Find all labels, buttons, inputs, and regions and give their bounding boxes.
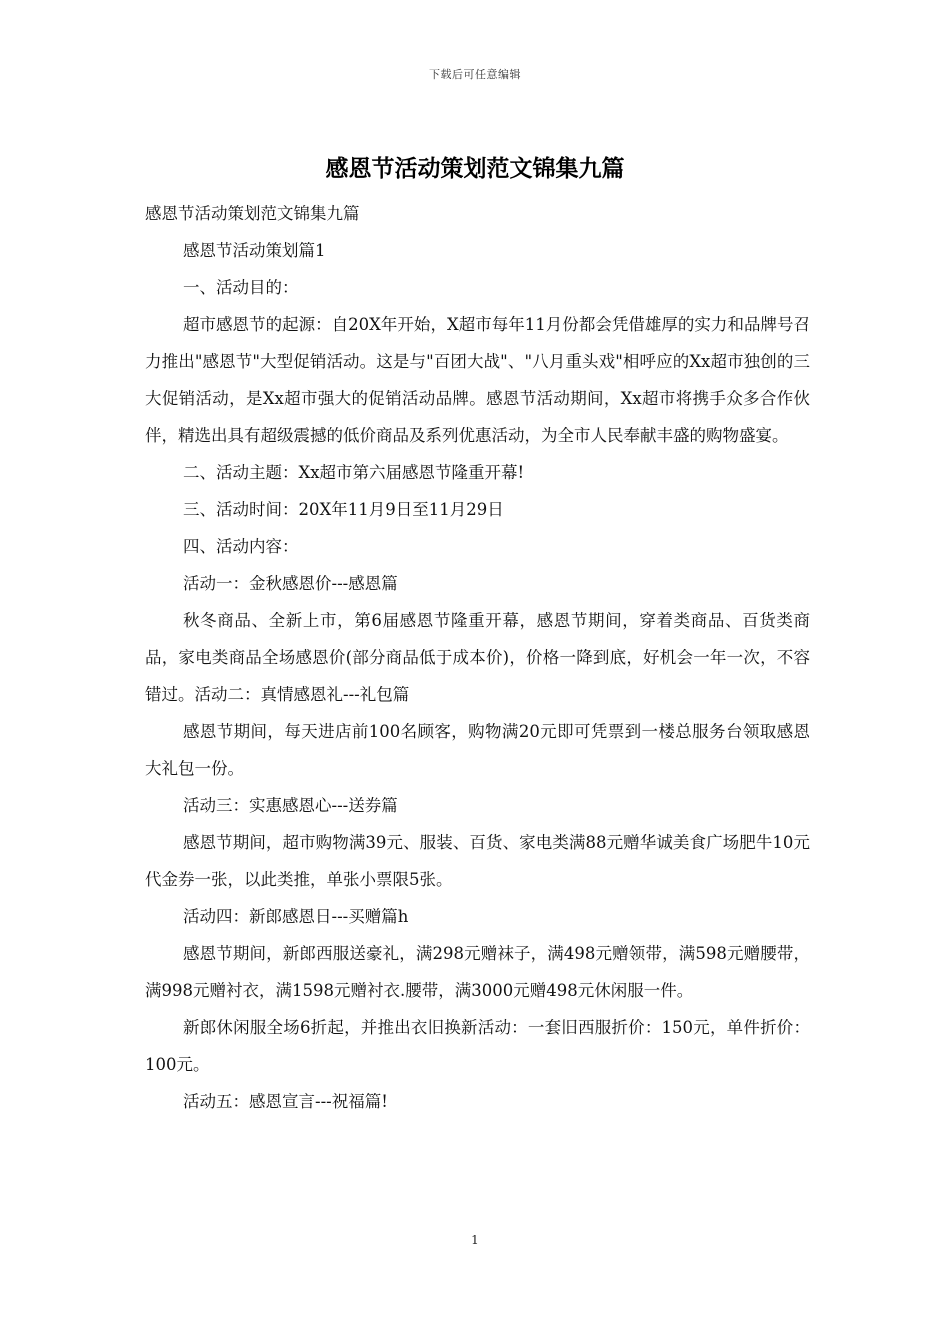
body-paragraph: 感恩节期间，新郎西服送豪礼，满298元赠袜子，满498元赠领带，满598元赠腰带，满998元赠衬衣，满1598元赠衬衣.腰带，满3000元赠498元休闲服一件。 — [145, 944, 810, 1000]
page-number: 1 — [471, 1233, 479, 1247]
section-heading: 二、活动主题：Xx超市第六届感恩节隆重开幕! — [183, 463, 525, 482]
body-paragraph: 感恩节期间，每天进店前100名顾客，购物满20元即可凭票到一楼总服务台领取感恩大礼包一份。 — [145, 722, 810, 778]
body-paragraph: 超市感恩节的起源：自20X年开始，X超市每年11月份都会凭借雄厚的实力和品牌号召力推出"感恩节"大型促销活动。这是与"百团大战"、"八月重头戏"相呼应的Xx超市独创的三大促销活动，是Xx超市强大的促销活动品牌。感恩节活动期间，Xx超市将携手众多合作伙伴，精选出具有超级震撼的低价商品及系列优惠活动，为全市人民奉献丰盛的购物盛宴。 — [145, 315, 810, 445]
body-paragraph: 感恩节期间，超市购物满39元、服装、百货、家电类满88元赠华诚美食广场肥牛10元代金券一张，以此类推，单张小票限5张。 — [145, 833, 810, 889]
document-body — [145, 195, 810, 1120]
section-heading: 四、活动内容： — [183, 537, 299, 556]
section-heading: 三、活动时间：20X年11月9日至11月29日 — [183, 500, 504, 519]
activity-heading: 活动三：实惠感恩心---送券篇 — [183, 796, 398, 815]
section-heading: 感恩节活动策划篇1 — [183, 241, 326, 260]
body-paragraph: 秋冬商品、全新上市，第6届感恩节隆重开幕，感恩节期间，穿着类商品、百货类商品，家电类商品全场感恩价(部分商品低于成本价)，价格一降到底，好机会一年一次，不容错过。活动二：真情感恩礼---礼包篇 — [145, 611, 810, 704]
section-heading: 一、活动目的： — [183, 278, 299, 297]
subtitle-paragraph: 感恩节活动策划范文锦集九篇 — [145, 204, 360, 223]
activity-heading: 活动一：金秋感恩价---感恩篇 — [183, 574, 398, 593]
header-note: 下载后可任意编辑 — [429, 68, 521, 81]
document-title: 感恩节活动策划范文锦集九篇 — [325, 156, 625, 182]
activity-heading: 活动四：新郎感恩日---买赠篇h — [183, 907, 409, 926]
activity-heading: 活动五：感恩宣言---祝福篇! — [183, 1092, 388, 1111]
body-paragraph: 新郎休闲服全场6折起，并推出衣旧换新活动：一套旧西服折价：150元，单件折价：100元。 — [145, 1018, 810, 1074]
